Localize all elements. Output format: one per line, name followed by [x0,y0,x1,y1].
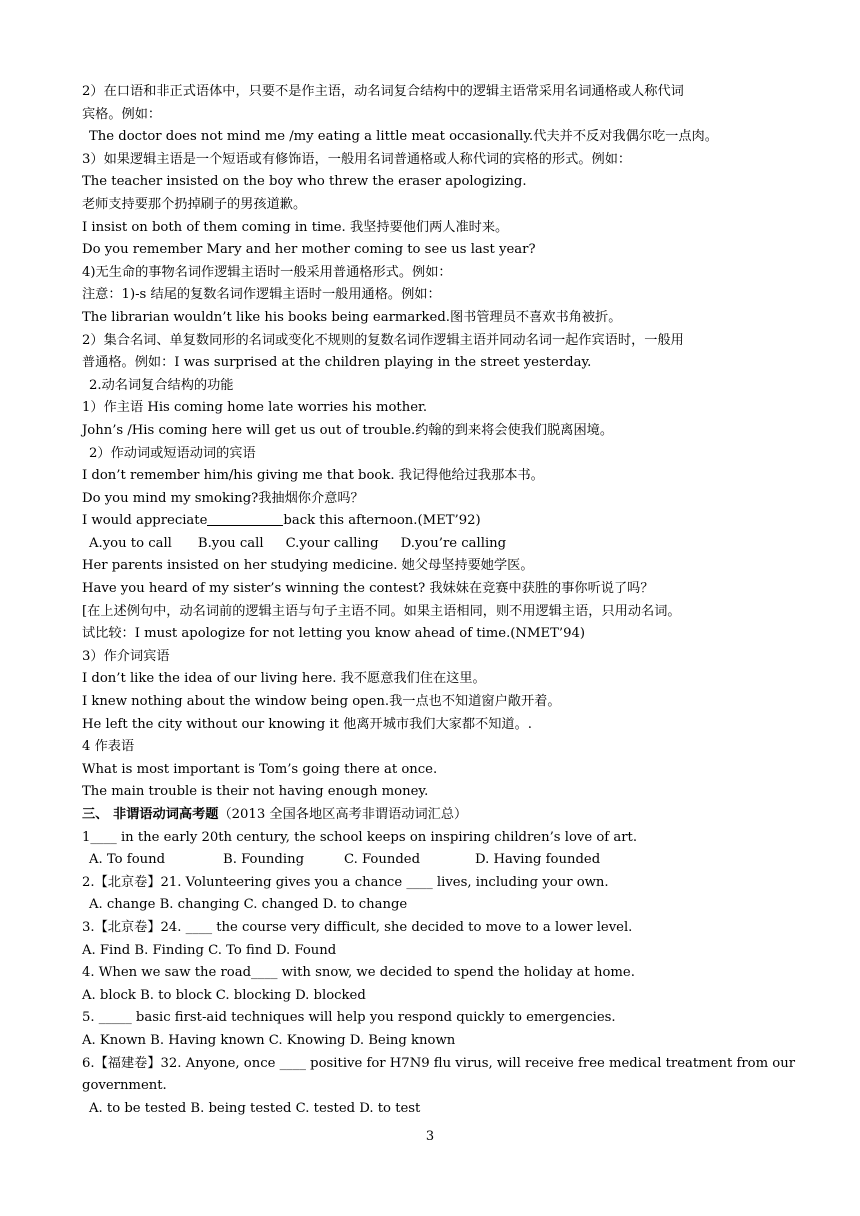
question-stem: 6.【福建卷】32. Anyone, once ____ positive for H7N9 flu virus, will receive free medical treatment from our [82,1055,796,1071]
text-line: I don’t remember him/his giving me that book. 我记得他给过我那本书。 [82,468,544,484]
text-line: I don’t like the idea of our living here. 我不愿意我们住在这里。 [82,671,486,687]
question-stem: 4. When we saw the road____ with snow, we decided to spend the holiday at home. [82,965,635,981]
question-stem: 5. _____ basic first-aid techniques will help you respond quickly to emergencies. [82,1010,616,1026]
question-stem: 2.【北京卷】21. Volunteering gives you a chance ____ lives, including your own. [82,874,609,890]
text-line: Her parents insisted on her studying medicine. 她父母坚持要她学医。 [82,558,534,574]
text-line: 2）集合名词、单复数同形的名词或变化不规则的复数名词作逻辑主语并同动名词一起作宾语时，一般用 [82,332,684,348]
section-title: 三、 非谓语动词高考题 [82,807,219,822]
fill-blank-question [82,510,772,533]
option: B. Founding [223,852,305,868]
options-row: A. to be tested B. being tested C. tested D. to test [89,1100,421,1116]
text-line: 4 作表语 [82,739,135,755]
document-body [82,81,796,1120]
option: D.you’re calling [400,535,507,551]
text-line: I insist on both of them coming in time. 我坚持要他们两人准时来。 [82,219,509,235]
text-line: 注意：1)-s 结尾的复数名词作逻辑主语时一般用通格。例如： [82,287,441,303]
option: C.your calling [285,535,379,551]
option: A.you to call [89,535,172,551]
text-line: I knew nothing about the window being open.我一点也不知道窗户敞开着。 [82,694,561,710]
text-line: Do you remember Mary and her mother coming to see us last year? [82,242,536,258]
text-line: 2）作动词或短语动词的宾语 [89,445,256,461]
text-line: 试比较：I must apologize for not letting you know ahead of time.(NMET’94) [82,626,586,642]
text-line: The main trouble is their not having enough money. [82,784,429,800]
options-row: A. Find B. Finding C. To find D. Found [82,942,337,958]
text-line: What is most important is Tom’s going there at once. [82,761,438,777]
option: B.you call [197,535,264,551]
options-row: A. block B. to block C. blocking D. blocked [82,987,366,1003]
option: D. Having founded [475,852,601,868]
answer-blank [207,511,283,526]
question-text-after: back this afternoon.(MET’92) [283,513,481,529]
text-line: 2）在口语和非正式语体中，只要不是作主语，动名词复合结构中的逻辑主语常采用名词通格或人称代词 [82,84,684,99]
options-row [82,849,772,872]
text-line: 宾格。例如： [82,106,162,122]
text-line: The doctor does not mind me /my eating a little meat occasionally.代夫并不反对我偶尔吃一点肉。 [89,129,718,145]
text-line: 3）作介词宾语 [82,648,170,664]
option: C. Founded [344,852,421,868]
text-line: Do you mind my smoking?我抽烟你介意吗？ [82,490,364,506]
question-stem-continued: government. [82,1078,167,1094]
page-number: 3 [425,1129,435,1144]
question-text-before: I would appreciate [82,513,208,529]
text-line: The teacher insisted on the boy who threw the eraser apologizing. [82,174,527,190]
text-line: Have you heard of my sister’s winning the contest? 我妹妹在竞赛中获胜的事你听说了吗？ [82,581,654,597]
options-row: A. Known B. Having known C. Knowing D. Being known [82,1032,456,1048]
options-row: A. change B. changing C. changed D. to change [89,897,408,913]
text-line: 1）作主语 His coming home late worries his mother. [82,400,428,416]
text-line: 老师支持要那个扔掉刷子的男孩道歉。 [82,196,307,212]
text-line: 3）如果逻辑主语是一个短语或有修饰语，一般用名词普通格或人称代词的宾格的形式。例如： [82,151,632,167]
text-line: He left the city without our knowing it 他离开城市我们大家都不知道。. [82,716,532,732]
text-line: The librarian wouldn’t like his books being earmarked.图书管理员不喜欢书角被折。 [82,309,622,325]
section-heading [82,804,772,827]
options-row [82,533,772,556]
text-line: 普通格。例如：I was surprised at the children playing in the street yesterday. [82,355,592,371]
text-line: 4)无生命的事物名词作逻辑主语时一般采用普通格形式。例如： [82,264,452,280]
text-line: John’s /His coming here will get us out of trouble.约翰的到来将会使我们脱离困境。 [82,422,614,438]
question-stem: 1____ in the early 20th century, the school keeps on inspiring children’s love of art. [82,829,638,845]
text-line: [在上述例句中，动名词前的逻辑主语与句子主语不同。如果主语相同，则不用逻辑主语，只用动名词。 [82,603,681,619]
text-line: 2.动名词复合结构的功能 [89,377,234,393]
section-subtitle: （2013 全国各地区高考非谓语动词汇总） [218,807,468,822]
option: A. To found [89,852,166,868]
question-stem: 3.【北京卷】24. ____ the course very difficult, she decided to move to a lower level. [82,919,633,935]
